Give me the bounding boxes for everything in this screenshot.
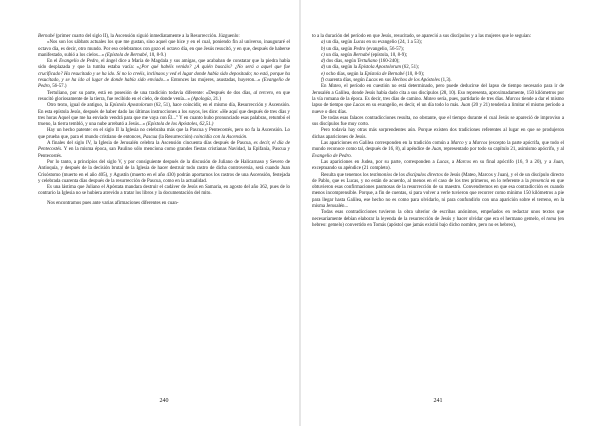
italic-text: Juan,	[431, 147, 443, 153]
right-page-number: 241	[433, 398, 443, 404]
text-run: a	[449, 159, 457, 165]
text-run: Todas esas contradicciones tuvieron la obra ulterior de escribas anónimos, empeñados en redactar unos textos que necesariamente debían elaborar la leyenda de la resurrección de Jesús y hacer olvidar que era el hermano gemelo, el	[312, 210, 564, 222]
italic-text: testimonios	[369, 172, 393, 178]
italic-text: (Apología,	[191, 96, 212, 102]
text-run: un día, según	[324, 52, 354, 58]
text-run: to a la duración del período en que Jesús, resucitado, se apareció a sus discípulos y a las mujeres que le seguían:	[312, 34, 532, 39]
paragraph	[312, 160, 564, 173]
italic-text: Lucas	[365, 78, 378, 84]
paragraph	[38, 185, 290, 198]
text-run: (primer cuarto del siglo II), la Ascensión siguió inmediatamente a la Resurrección. Júzguenlo:	[54, 34, 240, 39]
text-run: (excepto la parte apócrifa, que todo el mundo reconoce como tal, después de 16, 8), al apéndice de	[312, 141, 564, 153]
text-run: en sus	[377, 78, 393, 84]
italic-text: discípulos directos	[406, 172, 443, 178]
italic-text: presencia	[530, 178, 550, 184]
paragraph	[38, 91, 290, 104]
text-run: » Entonces las mujeres, asustadas, huyeron...»	[166, 78, 263, 84]
text-run: (1,3).	[439, 78, 452, 84]
text-run: (evangelio, 56-57);	[365, 46, 404, 52]
italic-text: Pedro	[353, 46, 366, 52]
italic-text: d)	[321, 65, 326, 71]
italic-text: e)	[321, 71, 325, 77]
italic-text: Juan	[460, 103, 471, 109]
text-run: el ángel dice a María de Magdala y sus amigas, que acababan de constatar que la piedra había sido desplazada y que la tumba estaba vacía: «	[38, 59, 290, 71]
italic-text: Bernabé	[353, 52, 370, 58]
text-run: Por lo tanto, a principios del siglo V, y por consiguiente después de la discusión de Juliano de Halicarnaso y Severo de Antioquía, y después de la decisión brutal de la Iglesia de hacer destruir todo rastro de dicha controversia, será cuando Juan Crisóstomo (muerto en el año 405), y Agustín (muerto en el año 430) podrán aportarnos los rastros de una Ascensión, festejada y celebrada cuarenta días después de la resurrección de Pascua, como en la actualidad.	[38, 159, 290, 184]
italic-text: Evangelio de Pedro,	[59, 59, 100, 65]
italic-text: es decir, el día de Pentecostés.	[38, 141, 291, 153]
paragraph	[38, 40, 290, 59]
italic-text: Epístola Apostolorum	[109, 103, 153, 109]
italic-text: ¿Por qué habéis venido? ¿A quién buscáis? ¿No será a aquel que fue crucificado? Ha resucitado y se ha ido. Si no lo creéis, inclinaos y ved el lugar donde había sido depositado; no está, porque ha resucitado, y se ha ido al lugar de donde había sido enviado...	[38, 65, 290, 84]
text-run: (epístola, 10, 8-9);	[369, 52, 408, 58]
paragraph	[312, 173, 564, 211]
italic-text: coincidía con la Ascensión.	[193, 134, 248, 140]
text-run: 21.)	[211, 96, 221, 102]
text-run: el período en cuestión no está determinado, pero puede deducirse del lapso de tiempo necesario para ir de Jerusalén a Galilea, donde Jesús había dado cita a sus discípulos (28, 10). Eso representa, aproximadamente, 150 kilómetros por la vía romana de la época. Es decir, tres días de camino.	[312, 84, 565, 102]
text-run: en su final apócrifo (16, 9 a 20), y a	[470, 159, 554, 165]
paragraph	[38, 103, 290, 128]
italic-text: Lucas	[353, 40, 366, 46]
italic-text: Marco	[450, 141, 464, 147]
text-run: (62, 51), hace coincidir, en el mismo día, Resurrección y Ascensión. En esta epístola Jesús, después de haber dado las últimas instrucciones a los suyos, les dice: «He aquí que después de tres días y tres horas Aquel que me ha enviado vendrá para que me vaya con Él..." Y en cuanto hubo pronunciado esas palabras, retumbó el trueno, la tierra tembló, y una nube arrebató a Jesús...»	[38, 103, 290, 128]
text-run: En el	[47, 59, 60, 65]
text-run: Otro texto, igual de antiguo, la	[47, 103, 110, 109]
text-run: (62, 51);	[400, 65, 420, 71]
text-run: 10, 8-9.)	[148, 52, 166, 58]
text-run: y a	[463, 141, 473, 147]
text-run: en que resucitó gloriosamente de la tierra, fue recibido en el cielo, de donde venía...»	[38, 90, 290, 102]
paragraph	[38, 201, 290, 207]
italic-text: f)	[321, 78, 324, 84]
text-run: «Nos son los sábbats actuales los que me gustan, sino aquel que hice y en el cual, poniendo fin al universo, inauguraré el octavo día, es decir, otro mundo. Por eso celebramos con gozo el octavo día, en que Jesús resucitó, y en que, después de haberse manifestado, subió a los cielos...»	[38, 40, 290, 58]
text-run: En	[321, 84, 329, 90]
italic-text: Lucas,	[436, 159, 450, 165]
gutter-shadow	[299, 0, 301, 426]
italic-text: (Evangelio de Pedro,	[38, 78, 291, 90]
paragraph	[38, 59, 290, 90]
italic-text: Mateo	[423, 96, 436, 102]
text-run: de Jesús (Mateo, Marcos y Juan), y el de un discípulo directo de Pablo, que es Lucas, y no están de acuerdo, al menos en el caso de los tres primeros, en lo referente a la	[312, 172, 564, 184]
italic-text: c)	[321, 52, 325, 58]
text-run: (20 y 21) tendería a limitar el mismo período a nueve o diez días.	[312, 103, 565, 115]
right-page-body	[312, 34, 564, 229]
paragraph	[312, 128, 564, 141]
text-run: en que obtuvieron esas confirmaciones pasmosas de la resurrección de su maestro. Convendremos en que esa contradicción es cuando menos incomprensible. Porque, a fin de cuentas, si para volver a verle tuvieron que recorrer como mínimo 150 kilómetros a pie para llegar hasta Galilea, ese hecho no es como para olvidarlo, ni para confundirlo con una aparición sobre el terreno, en la misma Jerusalén...	[312, 178, 564, 210]
text-run: 56-57.)	[51, 84, 67, 90]
text-run: un día, según la	[325, 65, 359, 71]
italic-text: Marcos	[472, 141, 488, 147]
italic-text: Bernabé	[38, 34, 55, 39]
italic-text: Epístola Apostolorum	[358, 65, 401, 71]
paragraph	[38, 128, 290, 141]
text-run: Las apariciones en Judea, por su parte, corresponden a	[321, 159, 437, 165]
italic-text: d)	[321, 59, 326, 65]
paragraph	[312, 141, 564, 160]
text-run: en su evangelio (24, 1 a 53);	[365, 40, 422, 46]
text-run: Pero todavía hay otras más sorprendentes aún. Porque existen dos tradiciones referentes al lugar en que se produjeron dichas apariciones de Jesús.	[312, 128, 564, 140]
italic-text: Hechos de los Apóstoles	[392, 78, 440, 84]
italic-text: Evangelio de Pedro.	[312, 153, 352, 159]
text-run: dos días, según	[325, 59, 358, 65]
text-run: de los	[392, 172, 407, 178]
left-page-body	[38, 34, 290, 207]
text-run: (en hebreo: gemelo) convertido en Tomás (apóstol que jamás existió bajo dicho nombre, pero no es hebreo),	[312, 216, 565, 228]
text-run: (160-240);	[377, 59, 400, 65]
text-run: Resulta que tenemos los	[321, 172, 370, 178]
text-run: Hay un hecho patente: en el siglo II la Iglesia no celebraba más que la Pascua y Pentecostés, pero no fa la Ascensión. Lo que prueba que, para el mundo cristiano de entonces,	[38, 128, 290, 140]
text-run: cuarenta días, según	[324, 78, 366, 84]
italic-text: Epístola de Bernabé	[364, 71, 405, 77]
paragraph	[38, 141, 290, 160]
italic-text: Tertuliano	[357, 59, 378, 65]
text-run: Las apariciones en Galilea corresponden en la tradición común a	[321, 141, 451, 147]
paragraph	[312, 84, 564, 115]
text-run: representado por todo su capítulo 21, asimismo apócrifo, y al	[442, 147, 564, 153]
text-run: (10, 8-9);	[404, 71, 425, 77]
paragraph	[38, 160, 290, 185]
paragraph	[312, 116, 564, 129]
left-page	[38, 34, 290, 394]
text-run: exceptuando su apéndice (21 completo).	[312, 166, 391, 172]
text-run: sería, pues, partidario de tres días.	[435, 96, 506, 102]
italic-text: al tercero,	[253, 90, 275, 96]
text-run: un día, según	[325, 40, 354, 46]
text-run: Nos encontramos pues ante varias afirmaciones diferentes en cuan-	[47, 200, 179, 206]
italic-text: Mateo,	[328, 84, 343, 90]
italic-text: Marcos	[456, 159, 471, 165]
italic-text: Lucas	[352, 103, 365, 109]
text-run: (la Resurrección)	[157, 134, 194, 140]
paragraph	[312, 210, 564, 229]
italic-text: (Epístola de Bernabé,	[105, 52, 149, 58]
left-page-number: 240	[159, 398, 169, 404]
right-page	[312, 34, 564, 394]
text-run: un día, según	[325, 46, 354, 52]
italic-text: (Epístola de los Apóstoles, 62,51.)	[146, 122, 214, 128]
text-run: ocho días, según la	[324, 71, 365, 77]
text-run: Tertuliano, por su parte, está en posesión de una tradición todavía diferente: «Después de dos días,	[47, 90, 254, 96]
italic-text: Marcos	[505, 96, 521, 102]
italic-text: Pascua	[142, 134, 158, 140]
italic-text: a)	[321, 40, 326, 46]
italic-text: Juan,	[553, 159, 565, 165]
italic-text: toma	[546, 216, 557, 222]
text-run: Y en la misma época, san Paulino sólo menciona como grandes fiestas cristianas Navidad, la Epifanía, Pascua y Pentecostés.	[38, 147, 290, 159]
text-run: tiende a dar el mismo lapso de tiempo que	[312, 96, 564, 109]
text-run: A finales del siglo IV, la Iglesia de Jerusalén celebra la Ascensión cincuenta días después de Pascua,	[47, 141, 254, 147]
text-run: De todas esas falaces contradicciones resulta, no obstante, que el tiempo durante el cual Jesús se apareció de improviso a sus discípulos fue muy corto.	[312, 115, 564, 128]
text-run: Es una lástima que Juliano el Apóstata mandara destruir el cadáver de Jesús en Samaria, en agosto del año 362, pues de lo contrario la Iglesia no se hubiera atrevido a tratar los libros y la documentación del mito.	[38, 185, 290, 197]
italic-text: b)	[321, 46, 326, 52]
text-run: en su evangelio, es decir, el un día todo lo más.	[364, 103, 461, 109]
